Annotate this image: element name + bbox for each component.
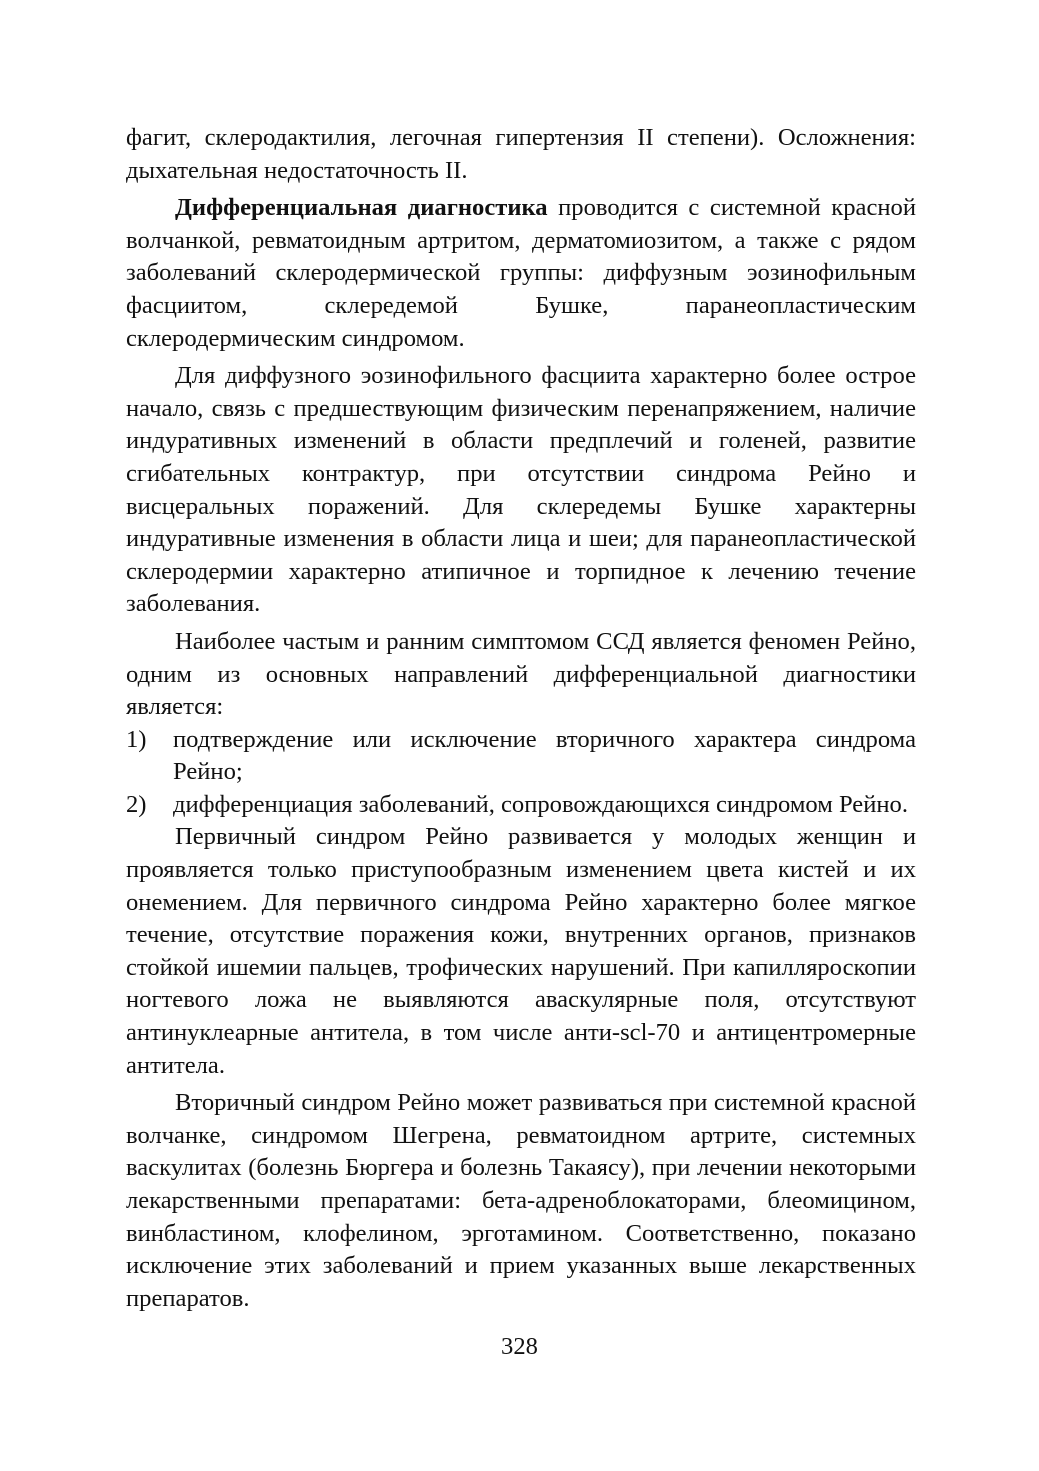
list-item-text: дифференциация заболеваний, сопровождающихся синдромом Рейно. — [173, 790, 908, 818]
paragraph-continuation: фагит, склеродактилия, легочная гипертензия II степени). Осложнения: дыхательная недостаточность II. — [126, 124, 916, 184]
list-item-number: 1) — [126, 725, 147, 753]
paragraph-raynaud-intro: Наиболее частым и ранним симптомом ССД является феномен Рейно, одним из основных направлений дифференциальной диагностики является: — [126, 627, 916, 721]
page-body — [126, 122, 916, 1315]
numbered-list — [126, 724, 916, 822]
paragraph-differential-diagnosis — [126, 192, 916, 355]
list-item-number: 2) — [126, 790, 147, 818]
paragraph-text: проводится с системной красной волчанкой, ревматоидным артритом, дерматомиозитом, а также с рядом заболеваний склеродермической группы: диффузным эозинофильным фасциитом, склередемой Бушке, паранеопластическим склеродермическим синдромом. — [126, 194, 916, 352]
list-item — [126, 724, 916, 789]
page-number: 328 — [501, 1333, 538, 1360]
paragraph-secondary-raynaud: Вторичный синдром Рейно может развиваться при системной красной волчанке, синдромом Шегрена, ревматоидном артрите, системных васкулитах (болезнь Бюргера и болезнь Такаясу), при лечении некоторыми лекарственными препаратами: бета-адреноблокаторами, блеомицином, винбластином, клофелином, эрготамином. Соответственно, показано исключение этих заболеваний и прием указанных выше лекарственных препаратов. — [126, 1089, 916, 1312]
paragraph-primary-raynaud: Первичный синдром Рейно развивается у молодых женщин и проявляется только приступообразным изменением цвета кистей и их онемением. Для первичного синдрома Рейно характерно более мягкое течение, отсутствие поражения кожи, внутренних органов, признаков стойкой ишемии пальцев, трофических нарушений. При капилляроскопии ногтевого ложа не выявляются аваскулярные поля, отсутствуют антинуклеарные антитела, в том числе анти-scl-70 и антицентромерные антитела. — [126, 823, 916, 1079]
paragraph-fasciitis: Для диффузного эозинофильного фасциита характерно более острое начало, связь с предшествующим физическим перенапряжением, наличие индуративных изменений в области предплечий и голеней, развитие сгибательных контрактур, при отсутствии синдрома Рейно и висцеральных поражений. Для склередемы Бушке характерны индуративные изменения в области лица и шеи; для паранеопластической склеродермии характерно атипичное и торпидное к лечению течение заболевания. — [126, 362, 916, 618]
list-item — [126, 789, 916, 822]
list-item-text: подтверждение или исключение вторичного характера синдрома Рейно; — [173, 725, 916, 786]
bold-heading-inline: Дифференциальная диагностика — [175, 194, 548, 222]
